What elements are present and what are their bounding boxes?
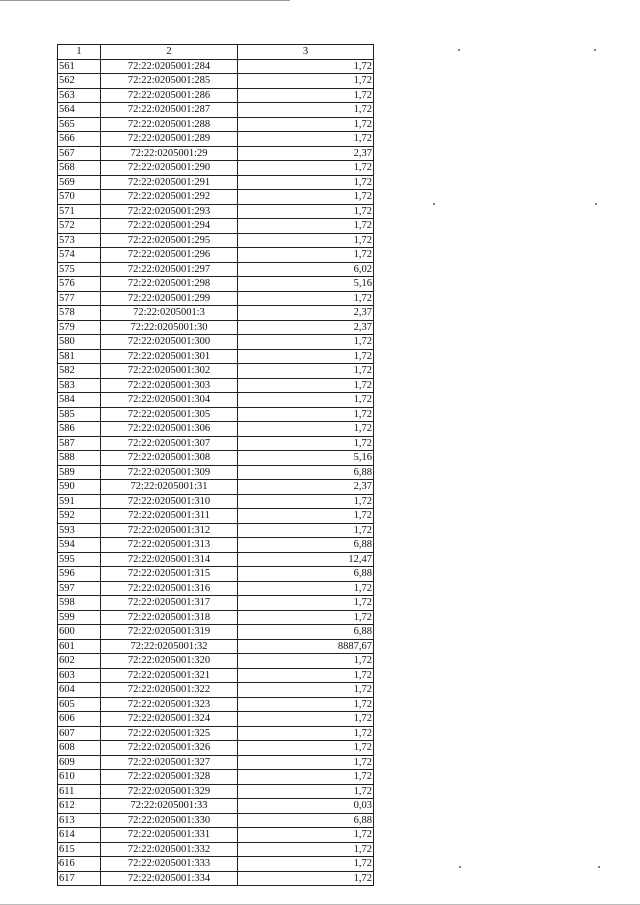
table-row	[58, 857, 374, 872]
row-value: 1,72	[238, 132, 374, 147]
row-value: 2,37	[238, 480, 374, 495]
row-number: 575	[58, 262, 101, 277]
cadastral-number: 72:22:0205001:292	[101, 190, 238, 205]
cadastral-number: 72:22:0205001:324	[101, 712, 238, 727]
table-row	[58, 465, 374, 480]
cadastral-number: 72:22:0205001:32	[101, 639, 238, 654]
row-number: 612	[58, 799, 101, 814]
row-number: 580	[58, 335, 101, 350]
row-value: 1,72	[238, 857, 374, 872]
cadastral-number: 72:22:0205001:288	[101, 117, 238, 132]
row-value: 1,72	[238, 219, 374, 234]
cadastral-number: 72:22:0205001:317	[101, 596, 238, 611]
row-value: 1,72	[238, 74, 374, 89]
row-value: 1,72	[238, 248, 374, 263]
header-row	[58, 45, 374, 60]
table-row	[58, 552, 374, 567]
row-number: 567	[58, 146, 101, 161]
row-value: 1,72	[238, 784, 374, 799]
row-number: 598	[58, 596, 101, 611]
table-row	[58, 103, 374, 118]
cadastral-number: 72:22:0205001:327	[101, 755, 238, 770]
row-number: 596	[58, 567, 101, 582]
row-number: 603	[58, 668, 101, 683]
row-value: 1,72	[238, 349, 374, 364]
row-value: 8887,67	[238, 639, 374, 654]
cadastral-number: 72:22:0205001:334	[101, 871, 238, 886]
table-row	[58, 436, 374, 451]
table-row	[58, 538, 374, 553]
row-number: 615	[58, 842, 101, 857]
row-number: 562	[58, 74, 101, 89]
table-row	[58, 523, 374, 538]
header-col-2: 2	[101, 45, 238, 60]
table-row	[58, 262, 374, 277]
row-value: 5,16	[238, 451, 374, 466]
row-number: 565	[58, 117, 101, 132]
cadastral-number: 72:22:0205001:302	[101, 364, 238, 379]
row-number: 584	[58, 393, 101, 408]
table-row	[58, 146, 374, 161]
row-value: 1,72	[238, 610, 374, 625]
row-number: 594	[58, 538, 101, 553]
row-value: 1,72	[238, 871, 374, 886]
table-row	[58, 871, 374, 886]
row-number: 611	[58, 784, 101, 799]
cadastral-number: 72:22:0205001:298	[101, 277, 238, 292]
row-value: 1,72	[238, 697, 374, 712]
cadastral-number: 72:22:0205001:296	[101, 248, 238, 263]
row-number: 605	[58, 697, 101, 712]
table-row	[58, 277, 374, 292]
row-value: 1,72	[238, 770, 374, 785]
row-value: 1,72	[238, 59, 374, 74]
cadastral-number: 72:22:0205001:294	[101, 219, 238, 234]
table-row	[58, 291, 374, 306]
row-number: 595	[58, 552, 101, 567]
row-number: 607	[58, 726, 101, 741]
row-value: 1,72	[238, 291, 374, 306]
table-row	[58, 451, 374, 466]
scan-speck	[594, 49, 596, 51]
row-number: 577	[58, 291, 101, 306]
scan-speck	[433, 203, 435, 205]
header-col-1: 1	[58, 45, 101, 60]
table-row	[58, 393, 374, 408]
row-number: 599	[58, 610, 101, 625]
table-row	[58, 175, 374, 190]
row-number: 617	[58, 871, 101, 886]
cadastral-number: 72:22:0205001:3	[101, 306, 238, 321]
row-value: 1,72	[238, 407, 374, 422]
row-value: 1,72	[238, 509, 374, 524]
table-row	[58, 784, 374, 799]
row-value: 0,03	[238, 799, 374, 814]
row-value: 1,72	[238, 494, 374, 509]
table-row	[58, 494, 374, 509]
row-number: 569	[58, 175, 101, 190]
row-value: 1,72	[238, 596, 374, 611]
row-number: 592	[58, 509, 101, 524]
table-row	[58, 799, 374, 814]
cadastral-number: 72:22:0205001:332	[101, 842, 238, 857]
cadastral-number: 72:22:0205001:301	[101, 349, 238, 364]
table-row	[58, 364, 374, 379]
table-row	[58, 132, 374, 147]
row-value: 1,72	[238, 364, 374, 379]
cadastral-table	[57, 44, 374, 886]
table-row	[58, 219, 374, 234]
table-row	[58, 654, 374, 669]
row-number: 568	[58, 161, 101, 176]
row-value: 6,02	[238, 262, 374, 277]
cadastral-number: 72:22:0205001:291	[101, 175, 238, 190]
cadastral-number: 72:22:0205001:308	[101, 451, 238, 466]
row-value: 1,72	[238, 842, 374, 857]
row-number: 602	[58, 654, 101, 669]
scan-speck	[598, 866, 600, 868]
cadastral-number: 72:22:0205001:323	[101, 697, 238, 712]
row-number: 587	[58, 436, 101, 451]
table-row	[58, 74, 374, 89]
cadastral-number: 72:22:0205001:328	[101, 770, 238, 785]
cadastral-number: 72:22:0205001:285	[101, 74, 238, 89]
scan-speck	[459, 866, 461, 868]
cadastral-number: 72:22:0205001:326	[101, 741, 238, 756]
row-number: 563	[58, 88, 101, 103]
row-number: 572	[58, 219, 101, 234]
row-number: 616	[58, 857, 101, 872]
row-number: 597	[58, 581, 101, 596]
row-value: 1,72	[238, 422, 374, 437]
cadastral-number: 72:22:0205001:290	[101, 161, 238, 176]
row-number: 589	[58, 465, 101, 480]
row-number: 571	[58, 204, 101, 219]
row-number: 582	[58, 364, 101, 379]
cadastral-number: 72:22:0205001:31	[101, 480, 238, 495]
row-number: 570	[58, 190, 101, 205]
table-row	[58, 233, 374, 248]
table-row	[58, 668, 374, 683]
table-row	[58, 712, 374, 727]
row-number: 610	[58, 770, 101, 785]
row-value: 6,88	[238, 538, 374, 553]
table-row	[58, 117, 374, 132]
cadastral-number: 72:22:0205001:315	[101, 567, 238, 582]
row-value: 5,16	[238, 277, 374, 292]
table-row	[58, 422, 374, 437]
row-value: 1,72	[238, 88, 374, 103]
cadastral-number: 72:22:0205001:331	[101, 828, 238, 843]
table-row	[58, 625, 374, 640]
cadastral-number: 72:22:0205001:289	[101, 132, 238, 147]
cadastral-number: 72:22:0205001:329	[101, 784, 238, 799]
row-number: 614	[58, 828, 101, 843]
cadastral-number: 72:22:0205001:310	[101, 494, 238, 509]
row-number: 561	[58, 59, 101, 74]
cadastral-number: 72:22:0205001:303	[101, 378, 238, 393]
row-number: 588	[58, 451, 101, 466]
row-value: 1,72	[238, 233, 374, 248]
table-row	[58, 88, 374, 103]
scan-speck	[595, 203, 597, 205]
row-value: 1,72	[238, 828, 374, 843]
cadastral-number: 72:22:0205001:330	[101, 813, 238, 828]
row-value: 1,72	[238, 755, 374, 770]
table-row	[58, 726, 374, 741]
row-value: 1,72	[238, 581, 374, 596]
row-value: 1,72	[238, 741, 374, 756]
row-number: 576	[58, 277, 101, 292]
row-value: 12,47	[238, 552, 374, 567]
table-row	[58, 755, 374, 770]
row-value: 1,72	[238, 117, 374, 132]
table-row	[58, 610, 374, 625]
cadastral-number: 72:22:0205001:30	[101, 320, 238, 335]
table-row	[58, 683, 374, 698]
table-row	[58, 741, 374, 756]
row-number: 583	[58, 378, 101, 393]
table-row	[58, 770, 374, 785]
row-number: 606	[58, 712, 101, 727]
row-number: 573	[58, 233, 101, 248]
row-number: 581	[58, 349, 101, 364]
cadastral-number: 72:22:0205001:320	[101, 654, 238, 669]
cadastral-number: 72:22:0205001:33	[101, 799, 238, 814]
cadastral-number: 72:22:0205001:299	[101, 291, 238, 306]
table-body	[58, 59, 374, 886]
cadastral-number: 72:22:0205001:316	[101, 581, 238, 596]
table-row	[58, 697, 374, 712]
row-value: 1,72	[238, 683, 374, 698]
cadastral-number: 72:22:0205001:295	[101, 233, 238, 248]
row-value: 1,72	[238, 393, 374, 408]
row-value: 1,72	[238, 712, 374, 727]
row-number: 593	[58, 523, 101, 538]
cadastral-number: 72:22:0205001:325	[101, 726, 238, 741]
table-row	[58, 480, 374, 495]
cadastral-number: 72:22:0205001:300	[101, 335, 238, 350]
row-value: 6,88	[238, 625, 374, 640]
row-number: 579	[58, 320, 101, 335]
cadastral-number: 72:22:0205001:311	[101, 509, 238, 524]
table-row	[58, 378, 374, 393]
cadastral-number: 72:22:0205001:305	[101, 407, 238, 422]
cadastral-number: 72:22:0205001:321	[101, 668, 238, 683]
table-row	[58, 306, 374, 321]
cadastral-number: 72:22:0205001:322	[101, 683, 238, 698]
cadastral-number: 72:22:0205001:304	[101, 393, 238, 408]
scan-speck	[458, 49, 460, 51]
table-header	[58, 45, 374, 60]
row-value: 1,72	[238, 175, 374, 190]
row-number: 613	[58, 813, 101, 828]
cadastral-number: 72:22:0205001:29	[101, 146, 238, 161]
row-value: 1,72	[238, 103, 374, 118]
top-edge-line	[0, 0, 290, 1]
row-value: 6,88	[238, 567, 374, 582]
row-value: 1,72	[238, 335, 374, 350]
row-value: 1,72	[238, 668, 374, 683]
row-value: 1,72	[238, 654, 374, 669]
cadastral-number: 72:22:0205001:293	[101, 204, 238, 219]
row-value: 1,72	[238, 436, 374, 451]
table-row	[58, 320, 374, 335]
row-number: 591	[58, 494, 101, 509]
cadastral-number: 72:22:0205001:318	[101, 610, 238, 625]
table-row	[58, 335, 374, 350]
cadastral-number: 72:22:0205001:307	[101, 436, 238, 451]
row-value: 1,72	[238, 161, 374, 176]
table-row	[58, 349, 374, 364]
row-number: 574	[58, 248, 101, 263]
row-number: 590	[58, 480, 101, 495]
table-row	[58, 190, 374, 205]
cadastral-number: 72:22:0205001:333	[101, 857, 238, 872]
row-value: 1,72	[238, 204, 374, 219]
table-row	[58, 407, 374, 422]
table-row	[58, 639, 374, 654]
row-number: 609	[58, 755, 101, 770]
row-value: 6,88	[238, 465, 374, 480]
cadastral-number: 72:22:0205001:287	[101, 103, 238, 118]
row-value: 2,37	[238, 306, 374, 321]
table-row	[58, 813, 374, 828]
row-value: 1,72	[238, 523, 374, 538]
row-value: 1,72	[238, 378, 374, 393]
row-number: 608	[58, 741, 101, 756]
table-row	[58, 161, 374, 176]
table-row	[58, 596, 374, 611]
cadastral-number: 72:22:0205001:284	[101, 59, 238, 74]
table-row	[58, 842, 374, 857]
row-number: 586	[58, 422, 101, 437]
cadastral-number: 72:22:0205001:297	[101, 262, 238, 277]
row-number: 566	[58, 132, 101, 147]
cadastral-number: 72:22:0205001:286	[101, 88, 238, 103]
table-row	[58, 204, 374, 219]
scan-speck	[57, 862, 59, 864]
row-number: 600	[58, 625, 101, 640]
table-row	[58, 509, 374, 524]
table-row	[58, 828, 374, 843]
row-number: 578	[58, 306, 101, 321]
cadastral-number: 72:22:0205001:313	[101, 538, 238, 553]
header-col-3: 3	[238, 45, 374, 60]
cadastral-number: 72:22:0205001:319	[101, 625, 238, 640]
row-number: 601	[58, 639, 101, 654]
table-row	[58, 567, 374, 582]
table-row	[58, 248, 374, 263]
cadastral-number: 72:22:0205001:312	[101, 523, 238, 538]
cadastral-number: 72:22:0205001:306	[101, 422, 238, 437]
row-value: 1,72	[238, 190, 374, 205]
table-row	[58, 59, 374, 74]
row-number: 564	[58, 103, 101, 118]
table-row	[58, 581, 374, 596]
row-value: 2,37	[238, 146, 374, 161]
cadastral-number: 72:22:0205001:309	[101, 465, 238, 480]
row-number: 585	[58, 407, 101, 422]
row-number: 604	[58, 683, 101, 698]
row-value: 1,72	[238, 726, 374, 741]
row-value: 2,37	[238, 320, 374, 335]
row-value: 6,88	[238, 813, 374, 828]
cadastral-number: 72:22:0205001:314	[101, 552, 238, 567]
